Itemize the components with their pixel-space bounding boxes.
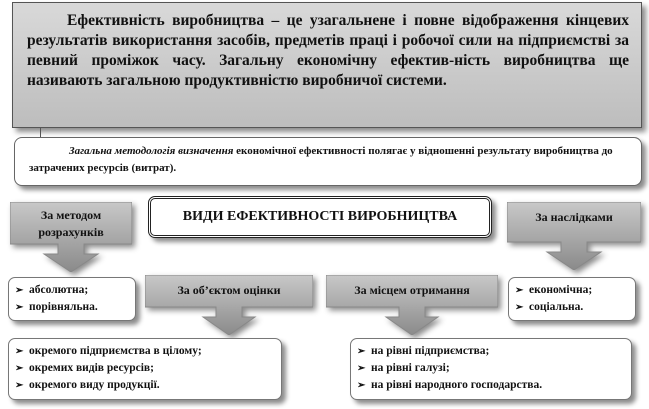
criterion-object-label: За об’єктом оцінки: [177, 283, 281, 297]
list-item: ➢ на рівні підприємства;: [357, 343, 625, 360]
criterion-consequences-arrow: [507, 202, 641, 270]
criterion-method-label-2: розрахунків: [38, 225, 104, 239]
list-item: ➢ соціальна.: [515, 299, 629, 316]
list-item: ➢ на рівні галузі;: [357, 360, 625, 377]
criterion-place-label: За місцем отримання: [354, 283, 470, 297]
criterion-object-arrow: [145, 275, 313, 335]
list-item: ➢ окремого виду продукції.: [15, 377, 275, 394]
list-item: ➢ окремих видів ресурсів;: [15, 360, 275, 377]
definition-term: Ефективність виробництва: [67, 12, 265, 29]
place-list-box: [350, 338, 632, 400]
list-item: ➢ окремого підприємства в цілому;: [15, 343, 275, 360]
definition-box: [12, 2, 642, 128]
criterion-place-arrow: [326, 275, 498, 335]
list-item: ➢ на рівні народного господарства.: [357, 377, 625, 394]
connector-line: [40, 128, 41, 137]
methodology-term: Загальна методологія визначення: [69, 145, 234, 157]
criterion-method-arrow: [10, 202, 132, 272]
object-list-box: [8, 338, 282, 400]
criterion-consequences-label: За наслідками: [535, 210, 613, 224]
definition-text: – це узагальнене і повне відображення кінцевих результатів використання засобів, предметів праці і робочої сили на підприємстві за певний проміжок часу. Загальну економічну ефектив-ність виробництва ще називають загальною продуктивністю виробничої системи.: [27, 12, 629, 89]
list-item: ➢ порівняльна.: [15, 299, 129, 316]
diagram-title: ВИДИ ЕФЕКТИВНОСТІ ВИРОБНИЦТВА: [148, 196, 492, 238]
list-item: ➢ абсолютна;: [15, 282, 129, 299]
methodology-text: економічної ефективності полягає у відношенні результату виробництва до затрачених ресурсів (витрат).: [29, 145, 613, 174]
list-item: ➢ економічна;: [515, 282, 629, 299]
criterion-method-label-1: За методом: [40, 208, 102, 222]
methodology-box: [14, 137, 642, 186]
method-list-box: [8, 277, 136, 321]
consequences-list-box: [508, 277, 636, 321]
